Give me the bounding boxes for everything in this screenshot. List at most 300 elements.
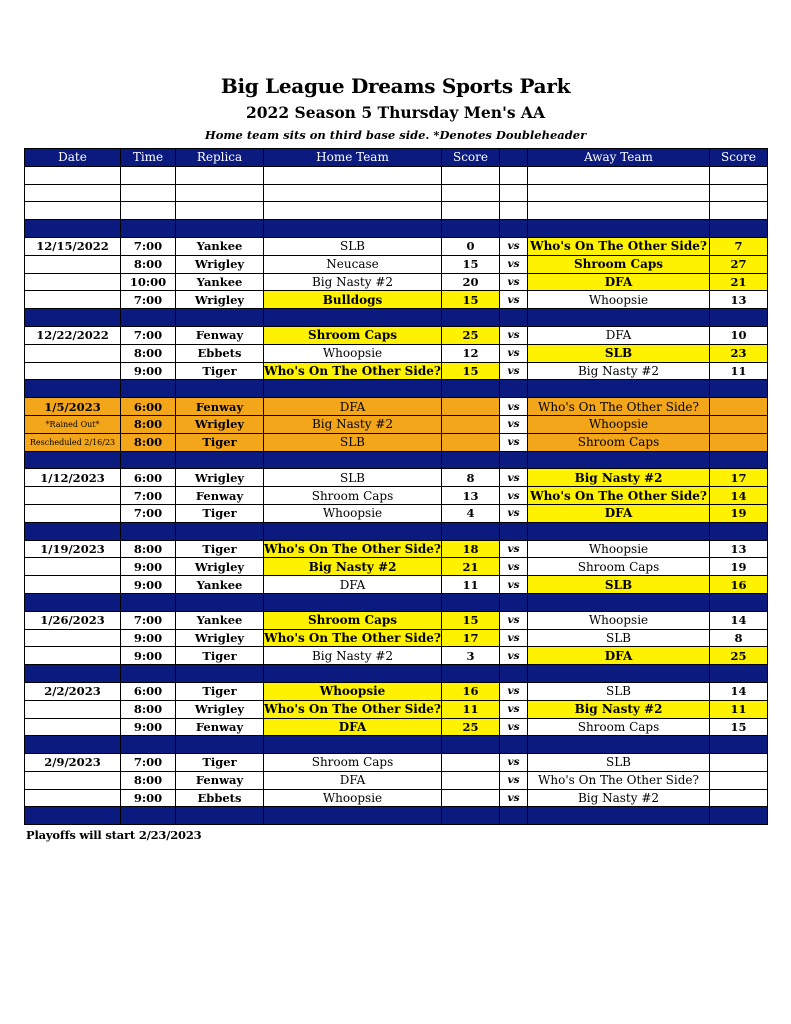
game-date	[25, 255, 121, 273]
game-time: 7:00	[121, 611, 176, 629]
week-separator-cell	[264, 593, 442, 611]
week-separator-cell	[264, 807, 442, 825]
week-separator-cell	[176, 736, 264, 754]
home-score	[442, 789, 500, 807]
week-separator-cell	[500, 522, 528, 540]
away-score: 7	[710, 237, 768, 255]
table-row	[25, 398, 768, 416]
table-row	[25, 415, 768, 433]
away-score: 13	[710, 291, 768, 309]
week-separator-cell	[121, 593, 176, 611]
game-date	[25, 718, 121, 736]
game-replica: Yankee	[176, 611, 264, 629]
home-score: 12	[442, 344, 500, 362]
away-team: Whoopsie	[528, 611, 710, 629]
table-row	[25, 504, 768, 522]
week-separator-cell	[710, 736, 768, 754]
vs-label: vs	[500, 237, 528, 255]
week-separator-cell	[176, 309, 264, 327]
week-separator-cell	[528, 380, 710, 398]
page-subtitle: 2022 Season 5 Thursday Men's AA	[245, 103, 545, 122]
game-time: 9:00	[121, 362, 176, 380]
table-row	[25, 576, 768, 594]
vs-label: vs	[500, 576, 528, 594]
away-team: SLB	[528, 629, 710, 647]
game-time: 6:00	[121, 469, 176, 487]
away-team: Big Nasty #2	[528, 469, 710, 487]
game-date: 1/12/2023	[25, 469, 121, 487]
week-separator-cell	[528, 807, 710, 825]
table-row	[25, 754, 768, 772]
home-score: 15	[442, 291, 500, 309]
col-header-vs	[500, 149, 528, 167]
page-title: Big League Dreams Sports Park	[220, 74, 571, 98]
col-header-date: Date	[25, 149, 121, 167]
vs-label: vs	[500, 398, 528, 416]
game-date: 1/19/2023	[25, 540, 121, 558]
game-date: *Rained Out*	[25, 415, 121, 433]
game-time: 6:00	[121, 682, 176, 700]
vs-label: vs	[500, 611, 528, 629]
game-time: 9:00	[121, 629, 176, 647]
game-time: 6:00	[121, 398, 176, 416]
home-team: Whoopsie	[264, 504, 442, 522]
game-replica: Wrigley	[176, 558, 264, 576]
week-separator-cell	[25, 309, 121, 327]
table-row	[25, 771, 768, 789]
week-separator-cell	[528, 665, 710, 683]
week-separator	[25, 309, 768, 327]
week-separator-cell	[176, 665, 264, 683]
away-score	[710, 415, 768, 433]
away-team: DFA	[528, 504, 710, 522]
week-separator-cell	[442, 522, 500, 540]
schedule-note: Home team sits on third base side. *Denotes Doubleheader	[204, 128, 587, 142]
away-score: 13	[710, 540, 768, 558]
week-separator-cell	[710, 451, 768, 469]
home-team: DFA	[264, 576, 442, 594]
game-replica: Wrigley	[176, 700, 264, 718]
game-time: 8:00	[121, 415, 176, 433]
week-separator-cell	[710, 220, 768, 238]
blank-row-cell	[528, 166, 710, 184]
week-separator-cell	[528, 309, 710, 327]
table-row	[25, 682, 768, 700]
away-score: 14	[710, 611, 768, 629]
game-date	[25, 504, 121, 522]
away-score: 21	[710, 273, 768, 291]
away-team: Who's On The Other Side?	[528, 487, 710, 505]
week-separator-cell	[500, 593, 528, 611]
game-replica: Wrigley	[176, 629, 264, 647]
home-score: 15	[442, 611, 500, 629]
away-team: SLB	[528, 754, 710, 772]
week-separator	[25, 220, 768, 238]
table-row	[25, 611, 768, 629]
week-separator-cell	[710, 309, 768, 327]
blank-row	[25, 202, 768, 220]
week-separator-cell	[25, 736, 121, 754]
home-team: SLB	[264, 433, 442, 451]
away-score: 11	[710, 362, 768, 380]
blank-row-cell	[25, 202, 121, 220]
blank-row-cell	[442, 166, 500, 184]
game-date	[25, 700, 121, 718]
game-replica: Ebbets	[176, 789, 264, 807]
home-team: Who's On The Other Side?	[264, 702, 441, 717]
week-separator-cell	[176, 380, 264, 398]
home-score: 25	[442, 326, 500, 344]
vs-label: vs	[500, 718, 528, 736]
away-team: Shroom Caps	[528, 433, 710, 451]
week-separator-cell	[264, 736, 442, 754]
week-separator-cell	[25, 593, 121, 611]
home-score: 0	[442, 237, 500, 255]
week-separator-cell	[176, 220, 264, 238]
home-score: 3	[442, 647, 500, 665]
away-score	[710, 771, 768, 789]
game-time: 9:00	[121, 789, 176, 807]
away-team: SLB	[528, 576, 710, 594]
vs-label: vs	[500, 682, 528, 700]
game-replica: Yankee	[176, 576, 264, 594]
vs-label: vs	[500, 433, 528, 451]
away-score: 8	[710, 629, 768, 647]
table-row	[25, 291, 768, 309]
away-score	[710, 754, 768, 772]
away-score: 19	[710, 558, 768, 576]
vs-label: vs	[500, 754, 528, 772]
week-separator-cell	[264, 665, 442, 683]
vs-label: vs	[500, 326, 528, 344]
blank-row-cell	[121, 202, 176, 220]
week-separator-cell	[264, 451, 442, 469]
game-replica: Fenway	[176, 487, 264, 505]
col-header-away-team: Away Team	[528, 149, 710, 167]
vs-label: vs	[500, 558, 528, 576]
week-separator-cell	[528, 736, 710, 754]
home-score: 11	[442, 576, 500, 594]
home-score	[442, 415, 500, 433]
game-date	[25, 487, 121, 505]
away-team: SLB	[528, 344, 710, 362]
week-separator-cell	[528, 593, 710, 611]
week-separator-cell	[121, 522, 176, 540]
home-team: DFA	[264, 398, 442, 416]
home-score: 8	[442, 469, 500, 487]
week-separator	[25, 807, 768, 825]
week-separator-cell	[442, 220, 500, 238]
game-replica: Wrigley	[176, 415, 264, 433]
week-separator-cell	[528, 451, 710, 469]
game-time: 8:00	[121, 344, 176, 362]
home-team: Shroom Caps	[264, 754, 442, 772]
game-time: 9:00	[121, 647, 176, 665]
week-separator	[25, 522, 768, 540]
game-time: 7:00	[121, 487, 176, 505]
week-separator-cell	[264, 309, 442, 327]
blank-row	[25, 184, 768, 202]
week-separator-cell	[25, 665, 121, 683]
game-date: 12/15/2022	[25, 237, 121, 255]
week-separator-cell	[121, 220, 176, 238]
home-team: Who's On The Other Side?	[264, 541, 441, 556]
week-separator-cell	[121, 736, 176, 754]
home-team: DFA	[264, 771, 442, 789]
game-time: 7:00	[121, 326, 176, 344]
week-separator-cell	[176, 522, 264, 540]
blank-row-cell	[176, 184, 264, 202]
game-replica: Wrigley	[176, 255, 264, 273]
vs-label: vs	[500, 362, 528, 380]
week-separator-cell	[25, 220, 121, 238]
home-team: Who's On The Other Side?	[264, 363, 441, 378]
game-time: 7:00	[121, 237, 176, 255]
game-replica: Tiger	[176, 504, 264, 522]
week-separator	[25, 380, 768, 398]
week-separator-cell	[442, 807, 500, 825]
away-score: 27	[710, 255, 768, 273]
week-separator-cell	[710, 593, 768, 611]
col-header-away-score: Score	[710, 149, 768, 167]
vs-label: vs	[500, 540, 528, 558]
week-separator-cell	[176, 451, 264, 469]
home-team: Shroom Caps	[264, 487, 442, 505]
week-separator-cell	[710, 380, 768, 398]
game-time: 8:00	[121, 255, 176, 273]
col-header-replica: Replica	[176, 149, 264, 167]
game-replica: Wrigley	[176, 469, 264, 487]
home-score: 17	[442, 629, 500, 647]
game-replica: Tiger	[176, 754, 264, 772]
week-separator-cell	[25, 807, 121, 825]
game-date	[25, 647, 121, 665]
home-team: SLB	[264, 237, 442, 255]
table-row	[25, 237, 768, 255]
game-replica: Tiger	[176, 647, 264, 665]
vs-label: vs	[500, 487, 528, 505]
col-header-home-score: Score	[442, 149, 500, 167]
game-date: 1/26/2023	[25, 611, 121, 629]
home-team: Whoopsie	[264, 789, 442, 807]
blank-row-cell	[710, 184, 768, 202]
away-team: Who's On The Other Side?	[528, 237, 710, 255]
away-team: DFA	[528, 273, 710, 291]
week-separator-cell	[121, 309, 176, 327]
away-score: 10	[710, 326, 768, 344]
week-separator-cell	[25, 522, 121, 540]
game-replica: Fenway	[176, 718, 264, 736]
week-separator-cell	[176, 807, 264, 825]
table-row	[25, 540, 768, 558]
home-team: Neucase	[264, 255, 442, 273]
game-time: 9:00	[121, 576, 176, 594]
blank-row-cell	[500, 202, 528, 220]
week-separator	[25, 736, 768, 754]
col-header-time: Time	[121, 149, 176, 167]
vs-label: vs	[500, 273, 528, 291]
away-team: Shroom Caps	[528, 558, 710, 576]
vs-label: vs	[500, 291, 528, 309]
week-separator-cell	[176, 593, 264, 611]
home-team: Big Nasty #2	[264, 273, 442, 291]
week-separator-cell	[442, 665, 500, 683]
game-replica: Fenway	[176, 326, 264, 344]
game-time: 8:00	[121, 540, 176, 558]
home-score: 20	[442, 273, 500, 291]
table-row	[25, 273, 768, 291]
vs-label: vs	[500, 504, 528, 522]
home-score	[442, 433, 500, 451]
blank-row-cell	[264, 166, 442, 184]
week-separator-cell	[500, 665, 528, 683]
blank-row-cell	[710, 202, 768, 220]
home-score: 13	[442, 487, 500, 505]
away-team: Shroom Caps	[528, 255, 710, 273]
home-team: Shroom Caps	[264, 611, 442, 629]
vs-label: vs	[500, 771, 528, 789]
week-separator-cell	[528, 522, 710, 540]
home-score: 11	[442, 700, 500, 718]
game-date	[25, 558, 121, 576]
vs-label: vs	[500, 789, 528, 807]
game-replica: Wrigley	[176, 291, 264, 309]
week-separator-cell	[710, 807, 768, 825]
away-team: DFA	[528, 326, 710, 344]
game-time: 8:00	[121, 700, 176, 718]
week-separator-cell	[442, 593, 500, 611]
game-date: Rescheduled 2/16/23	[25, 433, 121, 451]
home-team: Whoopsie	[264, 344, 442, 362]
away-team: SLB	[528, 682, 710, 700]
week-separator-cell	[528, 220, 710, 238]
game-replica: Tiger	[176, 682, 264, 700]
blank-row-cell	[528, 184, 710, 202]
schedule-table	[24, 148, 768, 825]
table-row	[25, 469, 768, 487]
home-score	[442, 771, 500, 789]
away-team: DFA	[528, 647, 710, 665]
blank-row-cell	[500, 184, 528, 202]
home-team: Shroom Caps	[264, 326, 442, 344]
table-row	[25, 700, 768, 718]
table-row	[25, 487, 768, 505]
game-replica: Tiger	[176, 362, 264, 380]
home-team: Whoopsie	[264, 682, 442, 700]
away-team: Big Nasty #2	[528, 700, 710, 718]
blank-row-cell	[264, 184, 442, 202]
table-row	[25, 362, 768, 380]
game-date	[25, 273, 121, 291]
game-replica: Tiger	[176, 433, 264, 451]
schedule-body	[25, 166, 768, 824]
table-row	[25, 558, 768, 576]
week-separator	[25, 665, 768, 683]
game-date	[25, 771, 121, 789]
home-team: SLB	[264, 469, 442, 487]
game-time: 8:00	[121, 433, 176, 451]
home-team: Bulldogs	[264, 291, 442, 309]
week-separator-cell	[500, 220, 528, 238]
game-replica: Yankee	[176, 237, 264, 255]
away-score: 25	[710, 647, 768, 665]
week-separator-cell	[442, 380, 500, 398]
week-separator-cell	[500, 380, 528, 398]
away-team: Who's On The Other Side?	[528, 398, 710, 416]
away-score: 14	[710, 487, 768, 505]
vs-label: vs	[500, 647, 528, 665]
away-score: 19	[710, 504, 768, 522]
game-date	[25, 789, 121, 807]
vs-label: vs	[500, 469, 528, 487]
blank-row	[25, 166, 768, 184]
away-score: 15	[710, 718, 768, 736]
week-separator	[25, 451, 768, 469]
game-time: 7:00	[121, 291, 176, 309]
table-row	[25, 344, 768, 362]
week-separator-cell	[442, 309, 500, 327]
home-score	[442, 398, 500, 416]
blank-row-cell	[121, 184, 176, 202]
week-separator	[25, 593, 768, 611]
game-date	[25, 629, 121, 647]
table-row	[25, 433, 768, 451]
away-team: Big Nasty #2	[528, 789, 710, 807]
vs-label: vs	[500, 344, 528, 362]
week-separator-cell	[121, 665, 176, 683]
away-score	[710, 789, 768, 807]
table-row	[25, 326, 768, 344]
away-team: Whoopsie	[528, 415, 710, 433]
home-score: 18	[442, 540, 500, 558]
game-date: 2/2/2023	[25, 682, 121, 700]
week-separator-cell	[710, 665, 768, 683]
game-time: 7:00	[121, 754, 176, 772]
home-team: DFA	[264, 718, 442, 736]
week-separator-cell	[264, 220, 442, 238]
game-time: 8:00	[121, 771, 176, 789]
vs-label: vs	[500, 255, 528, 273]
blank-row-cell	[442, 202, 500, 220]
home-team: Who's On The Other Side?	[264, 630, 441, 645]
home-score: 15	[442, 255, 500, 273]
week-separator-cell	[121, 451, 176, 469]
table-header-row	[25, 149, 768, 167]
away-score: 14	[710, 682, 768, 700]
game-date	[25, 291, 121, 309]
week-separator-cell	[500, 451, 528, 469]
game-date: 12/22/2022	[25, 326, 121, 344]
week-separator-cell	[264, 380, 442, 398]
game-date	[25, 344, 121, 362]
blank-row-cell	[121, 166, 176, 184]
game-replica: Ebbets	[176, 344, 264, 362]
week-separator-cell	[710, 522, 768, 540]
home-team: Big Nasty #2	[264, 415, 442, 433]
game-date: 2/9/2023	[25, 754, 121, 772]
home-score: 21	[442, 558, 500, 576]
game-replica: Fenway	[176, 398, 264, 416]
home-score: 25	[442, 718, 500, 736]
game-date	[25, 362, 121, 380]
away-team: Who's On The Other Side?	[528, 771, 710, 789]
game-replica: Tiger	[176, 540, 264, 558]
away-score	[710, 433, 768, 451]
home-score: 15	[442, 362, 500, 380]
game-time: 9:00	[121, 718, 176, 736]
away-team: Whoopsie	[528, 291, 710, 309]
away-score: 23	[710, 344, 768, 362]
